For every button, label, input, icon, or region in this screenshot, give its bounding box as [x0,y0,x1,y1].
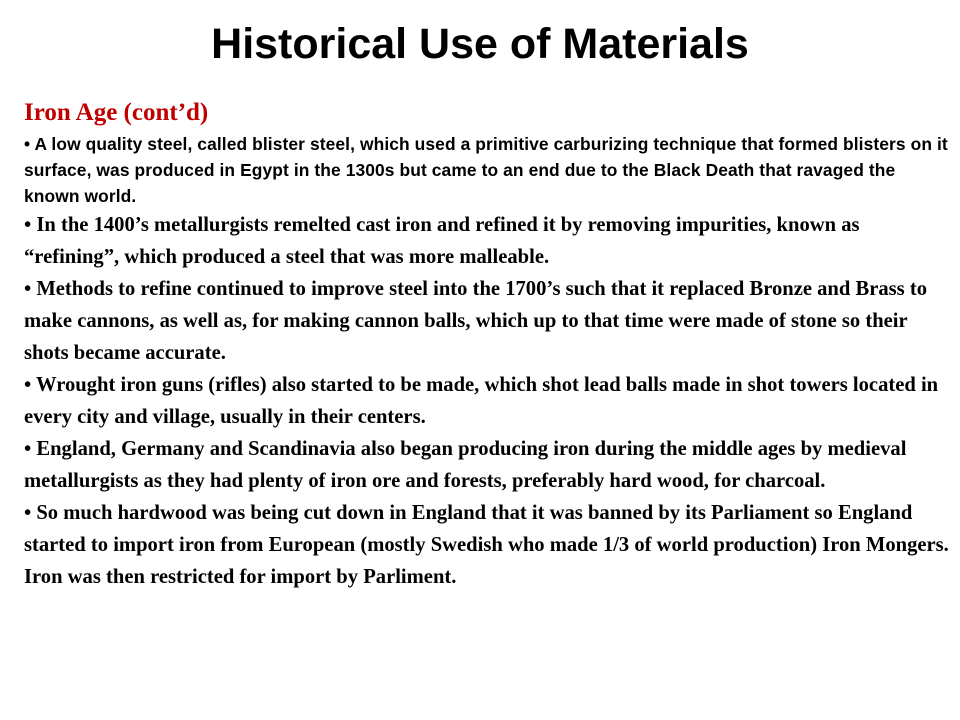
bullet-cannons: • Methods to refine continued to improve steel into the 1700’s such that it replaced Bronze and Brass to make cannons, as well as, for making cannon balls, which up to that time were made of stone so their shots became accurate. [24,278,927,364]
slide-content [24,96,954,593]
bullet-blister-steel: • A low quality steel, called blister steel, which used a primitive carburizing technique that formed blisters on it surface, was produced in Egypt in the 1300s but came to an end due to the Black Death that ravaged the known world. [24,134,948,206]
bullet-wrought-iron-guns: • Wrought iron guns (rifles) also started to be made, which shot lead balls made in shot towers located in every city and village, usually in their centers. [24,374,939,428]
slide-title: Historical Use of Materials [211,20,749,68]
bullet-refining: • In the 1400’s metallurgists remelted cast iron and refined it by removing impurities, known as “refining”, which produced a steel that was more malleable. [24,214,860,268]
bullet-hardwood-ban: • So much hardwood was being cut down in England that it was banned by its Parliament so England started to import iron from European (mostly Swedish who made 1/3 of world production) Iron Mongers. Iron was then restricted for import by Parliment. [24,502,949,588]
bullet-england-germany-scandinavia: • England, Germany and Scandinavia also began producing iron during the middle ages by medieval metallurgists as they had plenty of iron ore and forests, preferably hard wood, for charcoal. [24,438,907,492]
section-subtitle: Iron Age (cont’d) [24,99,209,126]
